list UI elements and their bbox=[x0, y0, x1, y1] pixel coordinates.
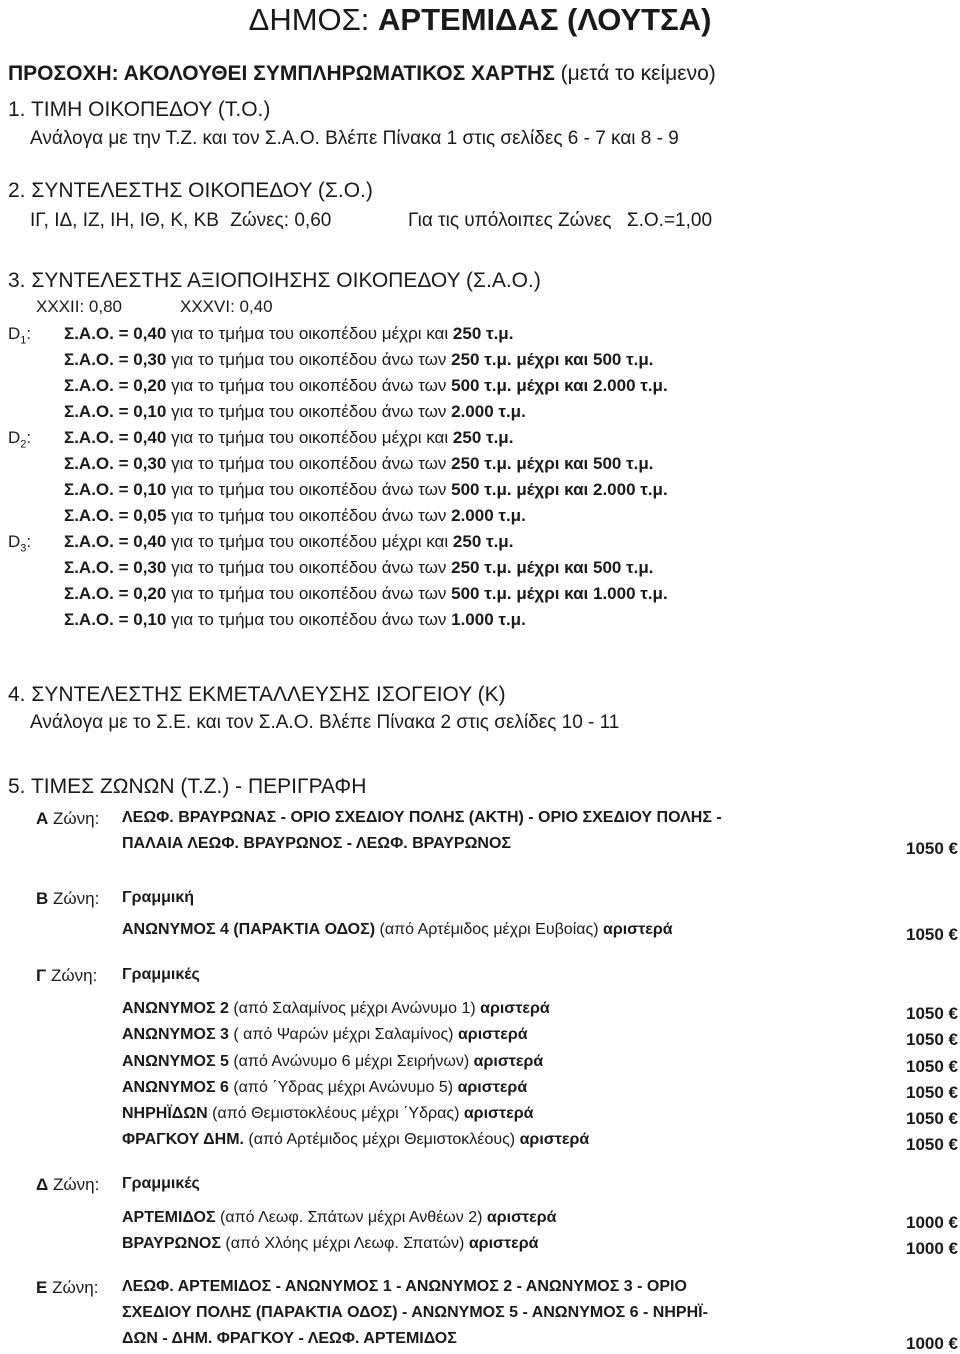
section-5-heading: 5. ΤΙΜΕΣ ΖΩΝΩΝ (Τ.Ζ.) - ΠΕΡΙΓΡΑΦΗ bbox=[8, 775, 367, 798]
zone-letter: Β bbox=[36, 889, 49, 908]
sao-row-area: 500 τ.μ. μέχρι και 2.000 τ.μ. bbox=[451, 480, 668, 499]
zone-line-side: αριστερά bbox=[473, 1052, 544, 1070]
zone-line-range: (από Αρτέμιδος μέχρι Θεμιστοκλέους) bbox=[248, 1131, 516, 1149]
zone-letter: Α bbox=[36, 809, 49, 828]
sao-row-text: για το τμήμα του οικοπέδου άνω των bbox=[171, 610, 447, 629]
zone-line-street: Γραμμική bbox=[122, 889, 195, 906]
zone-price: 1050 € bbox=[906, 1082, 958, 1102]
zone-line-street: ΑΝΩΝΥΜΟΣ 2 bbox=[122, 1000, 229, 1018]
zone-price: 1050 € bbox=[906, 925, 958, 944]
zone-line bbox=[122, 889, 194, 907]
zone-label bbox=[36, 1278, 98, 1298]
notice-bold: ΠΡΟΣΟΧΗ: ΑΚΟΛΟΥΘΕΙ ΣΥΜΠΛΗΡΩΜΑΤΙΚΟΣ ΧΑΡΤΗΣ bbox=[8, 62, 555, 85]
sao-row-text: για το τμήμα του οικοπέδου άνω των bbox=[171, 506, 447, 525]
sao-row-area: 250 τ.μ. μέχρι και 500 τ.μ. bbox=[451, 454, 654, 473]
zone-line-range: (από Σαλαμίνος μέχρι Ανώνυμο 1) bbox=[233, 1000, 476, 1018]
section-1-heading: 1. ΤΙΜΗ ΟΙΚΟΠΕΔΟΥ (Τ.Ο.) bbox=[8, 98, 271, 121]
section-4-text: Ανάλογα με το Σ.Ε. και τον Σ.Α.Ο. Βλέπε Πίνακα 2 στις σελίδες 10 - 11 bbox=[30, 712, 620, 733]
zone-letter: Ε bbox=[36, 1278, 48, 1297]
zone-word: Ζώνη: bbox=[53, 889, 100, 908]
sao-row-coef: Σ.Α.Ο. = 0,05 bbox=[64, 506, 167, 525]
sao-row bbox=[64, 480, 668, 500]
zone-line-street: Γραμμικές bbox=[122, 1175, 200, 1192]
zone-line-street: ΑΡΤΕΜΙΔΟΣ bbox=[122, 1209, 216, 1227]
sao-row bbox=[64, 584, 668, 604]
zone-line-range: (από Ανώνυμο 6 μέχρι Σειρήνων) bbox=[233, 1052, 470, 1070]
zone-word: Ζώνη: bbox=[52, 1175, 100, 1194]
title-prefix: ΔΗΜΟΣ: bbox=[248, 2, 370, 37]
sao-row-area: 250 τ.μ. bbox=[452, 324, 514, 343]
sao-row bbox=[64, 324, 513, 344]
section-3-heading: 3. ΣΥΝΤΕΛΕΣΤΗΣ ΑΞΙΟΠΟΙΗΣΗΣ ΟΙΚΟΠΕΔΟΥ (Σ.Α.Ο.) bbox=[8, 269, 541, 292]
sao-row-area: 250 τ.μ. μέχρι και 500 τ.μ. bbox=[451, 350, 654, 369]
zone-line-side: αριστερά bbox=[602, 921, 673, 938]
zone-line-street: ΒΡΑΥΡΩΝΟΣ bbox=[122, 1235, 221, 1253]
sao-row-coef: Σ.Α.Ο. = 0,40 bbox=[64, 428, 167, 447]
notice-rest: (μετά το κείμενο) bbox=[560, 62, 716, 85]
zone-label bbox=[36, 966, 97, 986]
sao-group-label: $D_2$: bbox=[8, 428, 32, 451]
zone-line-street: ΣΧΕΔΙΟΥ ΠΟΛΗΣ (ΠΑΡΑΚΤΙΑ ΟΔΟΣ) - ΑΝΩΝΥΜΟΣ 5 - ΑΝΩΝΥΜΟΣ 6 - ΝΗΡΗΪ- bbox=[122, 1304, 708, 1321]
zone-line-range: (από Λεωφ. Σπάτων μέχρι Ανθέων 2) bbox=[220, 1209, 483, 1227]
zone-line bbox=[122, 966, 200, 984]
zone-line bbox=[122, 1000, 550, 1018]
sao-row-area: 2.000 τ.μ. bbox=[451, 506, 526, 525]
sao-row-area: 2.000 τ.μ. bbox=[451, 402, 526, 421]
zone-line-range: (από ΄Υδρας μέχρι Ανώνυμο 5) bbox=[233, 1078, 454, 1096]
section-4-heading: 4. ΣΥΝΤΕΛΕΣΤΗΣ ΕΚΜΕΤΑΛΛΕΥΣΗΣ ΙΣΟΓΕΙΟΥ (Κ) bbox=[8, 683, 506, 706]
zone-label bbox=[36, 889, 99, 909]
zone-price: 1050 € bbox=[906, 1030, 958, 1050]
zone-line-side: αριστερά bbox=[519, 1131, 590, 1149]
zone-line-street: ΑΝΩΝΥΜΟΣ 4 (ΠΑΡΑΚΤΙΑ ΟΔΟΣ) bbox=[122, 921, 376, 938]
sao-row-text: για το τμήμα του οικοπέδου άνω των bbox=[171, 584, 447, 603]
sao-row bbox=[64, 610, 526, 630]
zone-line-street: ΝΗΡΗΪΔΩΝ bbox=[122, 1105, 208, 1122]
sao-row bbox=[64, 402, 526, 422]
sao-row-area: 250 τ.μ. bbox=[452, 428, 514, 447]
zone-line-side: αριστερά bbox=[480, 1000, 550, 1018]
zone-price: 1050 € bbox=[906, 1004, 958, 1024]
zone-line-street: ΑΝΩΝΥΜΟΣ 3 bbox=[122, 1026, 229, 1044]
sao-group-label: $D_3$: bbox=[8, 532, 32, 555]
sao-row-text: για το τμήμα του οικοπέδου άνω των bbox=[171, 558, 447, 577]
sao-row-coef: Σ.Α.Ο. = 0,40 bbox=[64, 324, 167, 343]
zone-line-side: αριστερά bbox=[486, 1209, 557, 1227]
section-2-zones-value: 0,60 bbox=[294, 210, 332, 231]
sao-row-text: για το τμήμα του οικοπέδου άνω των bbox=[171, 402, 447, 421]
sao-row-text: για το τμήμα του οικοπέδου μέχρι και bbox=[171, 428, 449, 447]
zone-word: Ζώνη: bbox=[52, 1278, 99, 1297]
zone-line-street: ΛΕΩΦ. ΒΡΑΥΡΩΝΑΣ - ΟΡΙΟ ΣΧΕΔΙΟΥ ΠΟΛΗΣ (ΑΚΤΗ) - ΟΡΙΟ ΣΧΕΔΙΟΥ ΠΟΛΗΣ - bbox=[122, 809, 722, 826]
sao-row-area: 500 τ.μ. μέχρι και 2.000 τ.μ. bbox=[451, 376, 668, 395]
zone-line bbox=[122, 1131, 589, 1149]
sao-row-text: για το τμήμα του οικοπέδου άνω των bbox=[171, 480, 447, 499]
sao-row bbox=[64, 532, 513, 552]
zone-line-side: αριστερά bbox=[463, 1105, 534, 1122]
sao-row-coef: Σ.Α.Ο. = 0,10 bbox=[64, 610, 167, 629]
zone-line-side: αριστερά bbox=[457, 1078, 528, 1096]
section-2-other bbox=[408, 210, 712, 232]
section-3-line-xxxvi: XXXVI: 0,40 bbox=[180, 297, 273, 316]
sao-group-sub: 2 bbox=[20, 438, 27, 451]
zone-line-range: (από Αρτέμιδος μέχρι Ευβοίας) bbox=[379, 921, 599, 938]
zone-price: 1000 € bbox=[906, 1239, 958, 1259]
zone-price: 1050 € bbox=[906, 1135, 958, 1155]
sao-row-coef: Σ.Α.Ο. = 0,20 bbox=[64, 376, 167, 395]
zone-line-range: ( από Ψαρών μέχρι Σαλαμίνος) bbox=[233, 1026, 454, 1044]
zone-letter: Δ bbox=[36, 1175, 49, 1194]
sao-row-coef: Σ.Α.Ο. = 0,30 bbox=[64, 558, 167, 577]
section-2-other-value: Σ.Ο.=1,00 bbox=[626, 210, 713, 231]
zone-line bbox=[122, 1175, 200, 1193]
zone-line-side: αριστερά bbox=[468, 1235, 539, 1253]
section-2-zones-label: Ζώνες: bbox=[230, 210, 290, 231]
zone-line-street: ΛΕΩΦ. ΑΡΤΕΜΙΔΟΣ - ΑΝΩΝΥΜΟΣ 1 - ΑΝΩΝΥΜΟΣ 2 - ΑΝΩΝΥΜΟΣ 3 - ΟΡΙΟ bbox=[122, 1278, 687, 1295]
sao-row-coef: Σ.Α.Ο. = 0,10 bbox=[64, 402, 167, 421]
zone-price: 1000 € bbox=[906, 1334, 958, 1353]
zone-line bbox=[122, 1304, 708, 1322]
zone-price: 1000 € bbox=[906, 1213, 958, 1233]
sao-row bbox=[64, 376, 668, 396]
zone-line bbox=[122, 1278, 687, 1296]
sao-row-text: για το τμήμα του οικοπέδου άνω των bbox=[171, 376, 447, 395]
zone-line bbox=[122, 1235, 538, 1253]
sao-row-area: 500 τ.μ. μέχρι και 1.000 τ.μ. bbox=[451, 584, 668, 603]
sao-group-sub: 1 bbox=[20, 334, 27, 347]
sao-row-area: 1.000 τ.μ. bbox=[451, 610, 526, 629]
zone-line-street: ΔΩΝ - ΔΗΜ. ΦΡΑΓΚΟΥ - ΛΕΩΦ. ΑΡΤΕΜΙΔΟΣ bbox=[122, 1330, 457, 1347]
sao-row-text: για το τμήμα του οικοπέδου άνω των bbox=[171, 350, 447, 369]
zone-word: Ζώνη: bbox=[50, 966, 98, 985]
zone-line bbox=[122, 835, 511, 853]
zone-line bbox=[122, 1026, 528, 1044]
zone-line-street: Γραμμικές bbox=[122, 966, 200, 983]
zone-line-side: αριστερά bbox=[457, 1026, 528, 1044]
sao-row-area: 250 τ.μ. μέχρι και 500 τ.μ. bbox=[451, 558, 654, 577]
sao-row-coef: Σ.Α.Ο. = 0,40 bbox=[64, 532, 167, 551]
title-name: ΑΡΤΕΜΙΔΑΣ (ΛΟΥΤΣΑ) bbox=[378, 2, 712, 37]
page-title bbox=[0, 2, 960, 38]
zone-line-range: (από Θεμιστοκλέους μέχρι ΄Υδρας) bbox=[212, 1105, 460, 1122]
sao-row bbox=[64, 506, 526, 526]
sao-row bbox=[64, 350, 654, 370]
sao-row-text: για το τμήμα του οικοπέδου μέχρι και bbox=[171, 324, 449, 343]
zone-price: 1050 € bbox=[906, 1109, 958, 1128]
zone-line-range: (από Χλόης μέχρι Λεωφ. Σπατών) bbox=[225, 1235, 465, 1253]
sao-row-area: 250 τ.μ. bbox=[452, 532, 514, 551]
zone-line-street: ΑΝΩΝΥΜΟΣ 5 bbox=[122, 1052, 229, 1070]
section-1-text: Ανάλογα με την Τ.Ζ. και τον Σ.Α.Ο. Βλέπε Πίνακα 1 στις σελίδες 6 - 7 και 8 - 9 bbox=[30, 128, 679, 149]
sao-row-coef: Σ.Α.Ο. = 0,10 bbox=[64, 480, 167, 499]
sao-row bbox=[64, 454, 654, 474]
section-2-heading: 2. ΣΥΝΤΕΛΕΣΤΗΣ ΟΙΚΟΠΕΔΟΥ (Σ.Ο.) bbox=[8, 179, 373, 202]
section-2-zone-list: ΙΓ, ΙΔ, ΙΖ, ΙΗ, ΙΘ, Κ, ΚΒ bbox=[30, 210, 219, 231]
zone-line bbox=[122, 809, 722, 827]
section-3-line-xxxii: XXXII: 0,80 bbox=[36, 297, 122, 316]
sao-group-label: $D_1$: bbox=[8, 324, 32, 347]
zone-line-street: ΑΝΩΝΥΜΟΣ 6 bbox=[122, 1078, 229, 1096]
zone-line bbox=[122, 1053, 543, 1071]
section-2-zones bbox=[30, 210, 331, 232]
sao-row-text: για το τμήμα του οικοπέδου μέχρι και bbox=[171, 532, 449, 551]
zone-line-street: ΦΡΑΓΚΟΥ ΔΗΜ. bbox=[122, 1131, 244, 1149]
zone-label bbox=[36, 1175, 99, 1195]
zone-line bbox=[122, 921, 673, 939]
sao-row-coef: Σ.Α.Ο. = 0,30 bbox=[64, 454, 167, 473]
sao-row bbox=[64, 428, 513, 448]
zone-word: Ζώνη: bbox=[53, 809, 100, 828]
zone-letter: Γ bbox=[36, 966, 47, 985]
sao-row-coef: Σ.Α.Ο. = 0,20 bbox=[64, 584, 167, 603]
zone-price: 1050 € bbox=[906, 1056, 958, 1076]
section-2-other-label: Για τις υπόλοιπες Ζώνες bbox=[408, 210, 612, 231]
zone-label bbox=[36, 809, 99, 829]
zone-line bbox=[122, 1330, 457, 1348]
notice bbox=[8, 62, 716, 86]
sao-row bbox=[64, 558, 654, 578]
sao-row-text: για το τμήμα του οικοπέδου άνω των bbox=[171, 454, 447, 473]
zone-line bbox=[122, 1209, 556, 1227]
zone-line bbox=[122, 1079, 527, 1097]
zone-line bbox=[122, 1105, 533, 1123]
zone-line-street: ΠΑΛΑΙΑ ΛΕΩΦ. ΒΡΑΥΡΩΝΟΣ - ΛΕΩΦ. ΒΡΑΥΡΩΝΟΣ bbox=[122, 835, 512, 852]
zone-price: 1050 € bbox=[906, 839, 958, 858]
sao-group-sub: 3 bbox=[20, 542, 27, 555]
sao-row-coef: Σ.Α.Ο. = 0,30 bbox=[64, 350, 167, 369]
